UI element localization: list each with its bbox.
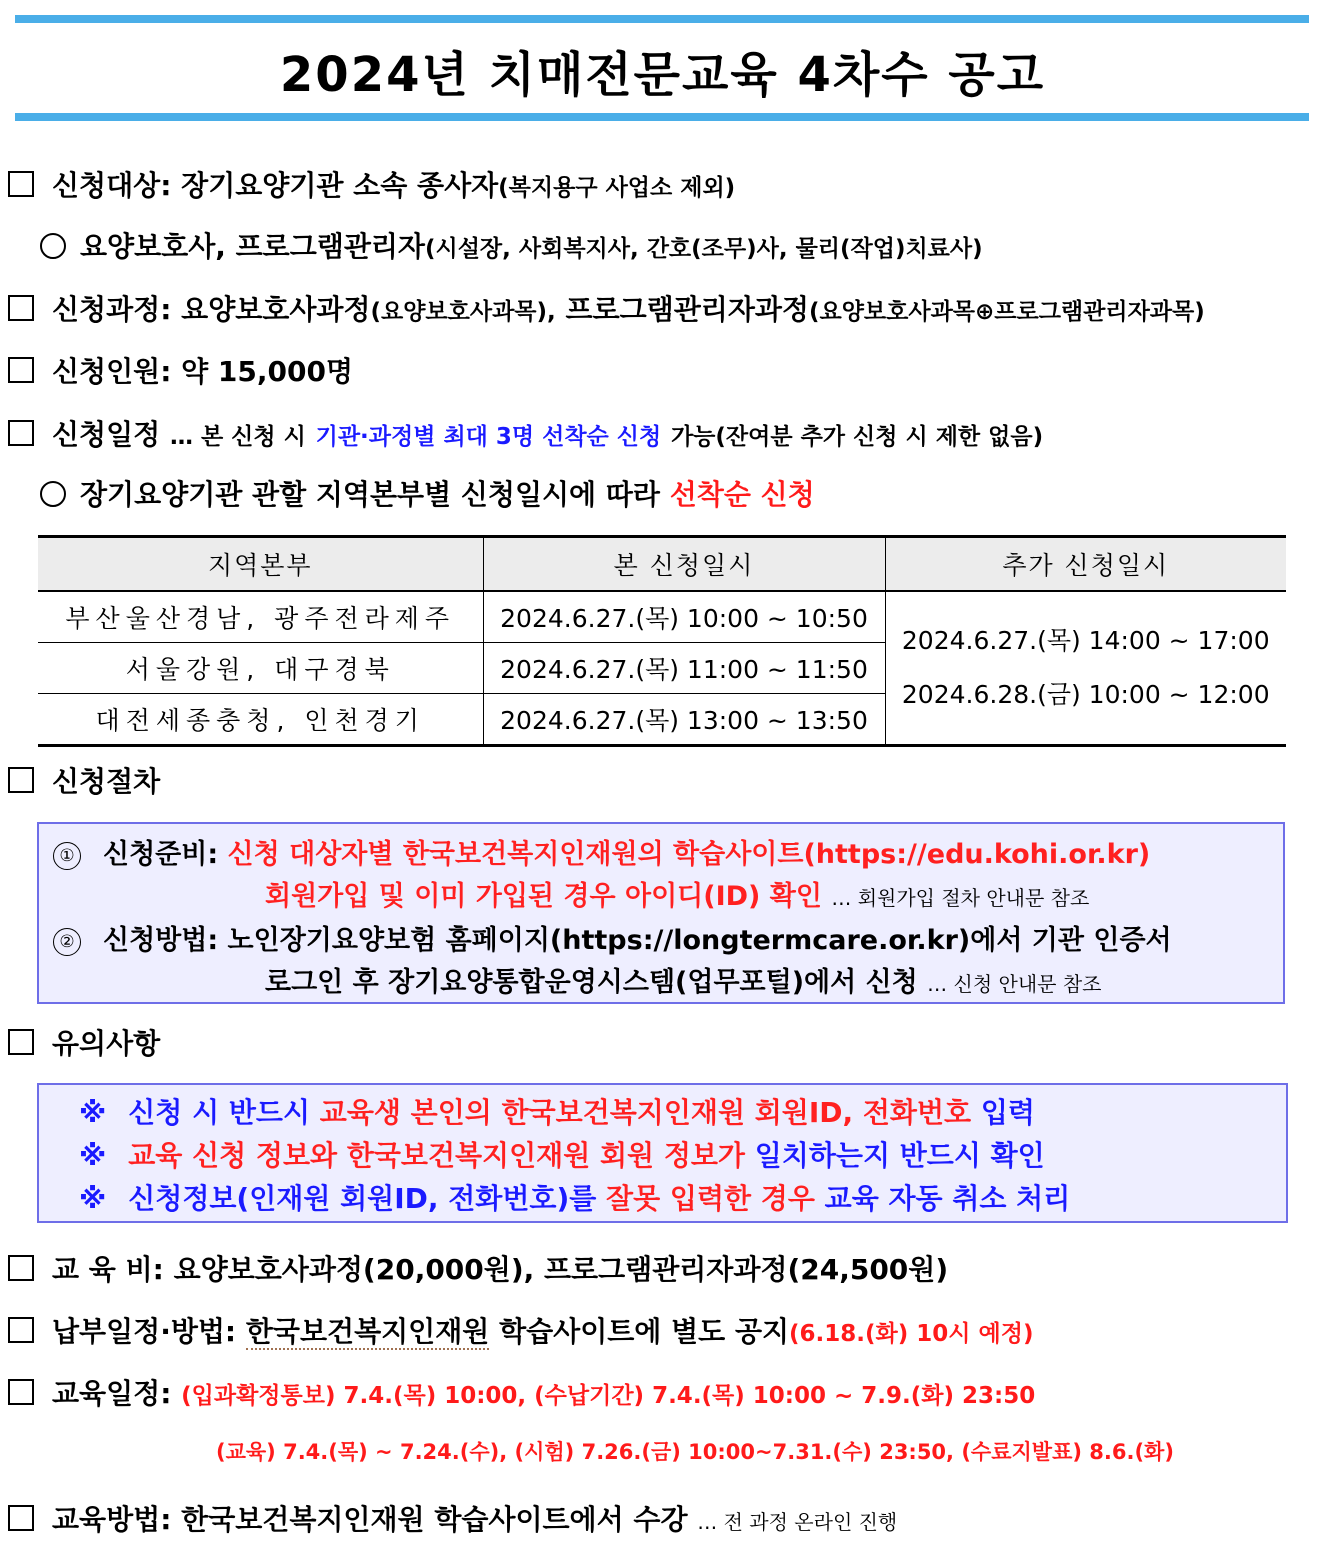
caution-1 [79,1091,1035,1131]
payment-red: (6.18.(화) 10시 예정) [789,1321,1034,1347]
caution-2a: 교육 신청 정보와 한국보건복지인재원 회원 정보가 [128,1139,745,1172]
edu-schedule-line1: (입과확정통보) 7.4.(목) 10:00, (수납기간) 7.4.(목) 10:00 ~ 7.9.(화) 23:50 [181,1383,1036,1409]
procedure-step2-row [53,918,1172,957]
table-header-row [38,537,1286,592]
region-cell: 대전세종충청, 인천경기 [38,694,483,746]
step2-note: … 신청 안내문 참조 [927,972,1102,996]
main-date-cell: 2024.6.27.(목) 13:00 ~ 13:50 [483,694,885,746]
edu-schedule-label: 교육일정: [52,1377,172,1410]
method-note: … 전 과정 온라인 진행 [697,1510,898,1534]
payment-line [8,1310,1033,1350]
cautions-line [8,1022,160,1062]
caution-3a: 신청정보(인재원 회원ID, 전화번호)를 [128,1182,597,1215]
step1-label: 신청준비: [103,839,219,870]
schedule-lead: … 본 신청 시 [169,424,306,450]
target-sub-note: (시설장, 사회복지사, 간호(조무)사, 물리(작업)치료사) [424,236,983,262]
circle-bullet-icon [40,233,66,259]
top-rule [15,15,1309,23]
step1-note: … 회원가입 절차 안내문 참조 [831,886,1090,910]
edu-schedule-line2 [216,1436,1174,1466]
schedule-tail: 가능(잔여분 추가 신청 시 제한 없음) [670,424,1044,450]
procedure-label: 신청절차 [52,765,161,798]
target-sub-main: 요양보호사, 프로그램관리자 [80,230,425,263]
procedure-box [37,822,1285,1004]
caution-2b: 일치하는지 반드시 확인 [754,1139,1045,1172]
extra-date-1: 2024.6.27.(목) 14:00 ~ 17:00 [901,626,1270,655]
step2-text1: 노인장기요양보험 홈페이지(https://longtermcare.or.kr)에서 기관 인증서 [227,925,1172,956]
schedule-blue: 기관·과정별 최대 3명 선착순 신청 [315,424,662,450]
edu-schedule-line [8,1372,1035,1412]
course-c1-note: (요양보호사과목), [370,299,556,325]
page-title: 2024년 치매전문교육 4차수 공고 [279,47,1046,103]
course-label: 신청과정: [52,293,172,326]
checkbox-icon [8,357,34,383]
checkbox-icon [8,1317,34,1343]
target-line [8,164,735,204]
schedule-line [8,413,1043,453]
schedule-sub-line [40,473,815,513]
method-text: 한국보건복지인재원 학습사이트에서 수강 [181,1503,688,1536]
checkbox-icon [8,295,34,321]
course-c1: 요양보호사과정 [181,293,371,326]
step1-red1: 신청 대상자별 한국보건복지인재원의 학습사이트(https://edu.kohi.or.kr) [227,839,1151,870]
reference-mark-icon: ※ [79,1182,107,1215]
target-text: 장기요양기관 소속 종사자 [181,169,499,202]
main-date-cell: 2024.6.27.(목) 10:00 ~ 10:50 [483,591,885,643]
extra-date-cell [885,591,1286,746]
header-main: 본 신청일시 [483,537,885,592]
edu-schedule-line2-text: (교육) 7.4.(목) ~ 7.24.(수), (시험) 7.26.(금) 10:00~7.31.(수) 23:50, (수료지발표) 8.6.(화) [216,1440,1174,1464]
schedule-sub-text: 장기요양기관 관할 지역본부별 신청일시에 따라 [80,478,660,511]
cautions-label: 유의사항 [52,1027,161,1060]
caution-1c: 입력 [980,1096,1035,1129]
caution-3c: 교육 자동 취소 처리 [824,1182,1071,1215]
fee-line [8,1248,948,1288]
procedure-step2-row2 [265,960,1101,999]
checkbox-icon [8,1255,34,1281]
target-label: 신청대상: [52,169,172,202]
method-line [8,1498,897,1538]
caution-2 [79,1134,1045,1174]
step2-text2: 로그인 후 장기요양통합운영시스템(업무포털)에서 신청 [265,967,918,998]
count-line [8,350,353,390]
reference-mark-icon: ※ [79,1139,107,1172]
procedure-step1-row2 [265,874,1089,913]
fee-text: 요양보호사과정(20,000원), 프로그램관리자과정(24,500원) [173,1253,949,1286]
step-number-1: ① [53,842,81,870]
reference-mark-icon: ※ [79,1096,107,1129]
header-region: 지역본부 [38,537,483,592]
procedure-step1-row [53,832,1150,871]
header-extra: 추가 신청일시 [885,537,1286,592]
course-c2-note: (요양보호사과목⊕프로그램관리자과목) [808,299,1205,325]
region-cell: 서울강원, 대구경북 [38,643,483,694]
payment-label: 납부일정·방법: [52,1315,237,1348]
procedure-line [8,760,160,800]
checkbox-icon [8,1379,34,1405]
schedule-table [38,535,1286,747]
target-sub-line [40,225,983,265]
step1-red2: 회원가입 및 이미 가입된 경우 아이디(ID) 확인 [265,881,822,912]
caution-1b: 교육생 본인의 한국보건복지인재원 회원ID, 전화번호 [319,1096,972,1129]
step-number-2: ② [53,928,81,956]
checkbox-icon [8,1029,34,1055]
course-line [8,288,1205,328]
count-text: 약 15,000명 [181,355,354,388]
region-cell: 부산울산경남, 광주전라제주 [38,591,483,643]
method-label: 교육방법: [52,1503,172,1536]
checkbox-icon [8,420,34,446]
schedule-label: 신청일정 [52,418,161,451]
fee-label: 교 육 비: [52,1253,164,1286]
table-row [38,591,1286,643]
checkbox-icon [8,1505,34,1531]
cautions-box [37,1083,1288,1223]
schedule-sub-red: 선착순 신청 [669,478,815,511]
extra-date-2: 2024.6.28.(금) 10:00 ~ 12:00 [901,680,1270,709]
main-date-cell: 2024.6.27.(목) 11:00 ~ 11:50 [483,643,885,694]
circle-bullet-icon [40,481,66,507]
caution-1a: 신청 시 반드시 [128,1096,311,1129]
caution-3 [79,1177,1070,1217]
caution-3b: 잘못 입력한 경우 [606,1182,815,1215]
count-label: 신청인원: [52,355,172,388]
bottom-rule [15,113,1309,121]
payment-text-underlined: 한국보건복지인재원 [245,1315,490,1348]
checkbox-icon [8,171,34,197]
step2-label: 신청방법: [103,925,219,956]
checkbox-icon [8,767,34,793]
target-note: (복지용구 사업소 제외) [498,175,736,201]
payment-text: 학습사이트에 별도 공지 [499,1315,790,1348]
course-c2: 프로그램관리자과정 [565,293,809,326]
